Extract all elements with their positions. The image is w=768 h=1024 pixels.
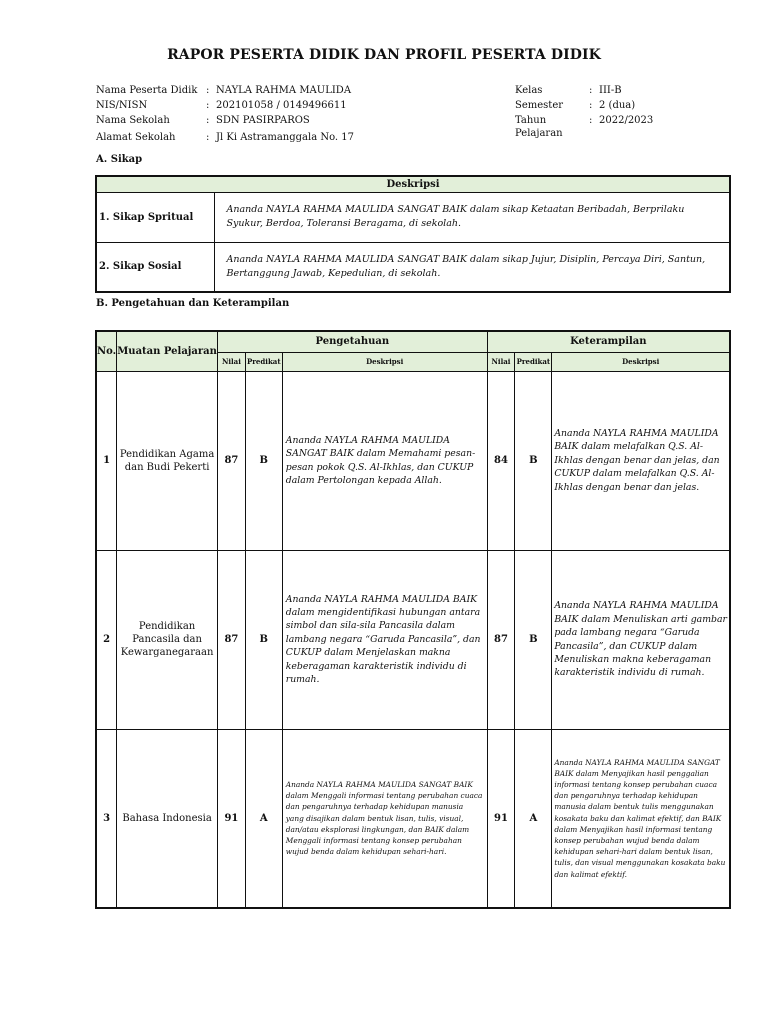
- skill-description: Ananda NAYLA RAHMA MAULIDA BAIK dalam Menuliskan arti gambar pada lambang negara “Garuda Pancasila”, dan CUKUP dalam Menuliskan makna keberagaman karakteristik individu di rumah.: [552, 550, 730, 729]
- info-label: NIS/NISN: [96, 100, 148, 111]
- col-k-description: Deskripsi: [282, 352, 487, 371]
- info-label: Kelas: [515, 85, 543, 96]
- student-info-right: [515, 83, 653, 140]
- info-value: Jl Ki Astramanggala No. 17: [216, 132, 355, 143]
- col-s-predicate: Predikat: [515, 352, 552, 371]
- table-row: [96, 729, 730, 908]
- skill-score: 87: [487, 550, 515, 729]
- table-row: [96, 192, 730, 242]
- knowledge-score: 87: [218, 550, 246, 729]
- info-value: SDN PASIRPAROS: [216, 115, 310, 126]
- info-row-year: [515, 113, 653, 140]
- info-label: Nama Peserta Didik: [96, 85, 198, 96]
- table-row: [96, 242, 730, 292]
- col-s-score: Nilai: [487, 352, 515, 371]
- skill-description: Ananda NAYLA RAHMA MAULIDA SANGAT BAIK dalam Menyajikan hasil penggalian informasi tentang konsep perubahan cuaca dan pengaruhnya terhadap kehidupan manusia dalam bentuk tulis menggunakan kosakata baku dan kalimat efektif, dan BAIK dalam Menyajikan hasil informasi tentang konsep perubahan wujud benda dalam kehidupan sehari-hari dalam bentuk lisan, tulis, dan visual menggunakan kosakata baku dan kalimat efektif.: [552, 729, 730, 908]
- skill-score: 84: [487, 371, 515, 550]
- col-s-description: Deskripsi: [552, 352, 730, 371]
- knowledge-predicate: A: [245, 729, 282, 908]
- info-label: Alamat Sekolah: [96, 132, 176, 143]
- skill-description: Ananda NAYLA RAHMA MAULIDA BAIK dalam melafalkan Q.S. Al-Ikhlas dengan benar dan jelas, dan CUKUP dalam melafalkan Q.S. Al-Ikhlas dengan benar dan jelas.: [552, 371, 730, 550]
- skill-predicate: A: [515, 729, 552, 908]
- knowledge-score: 87: [218, 371, 246, 550]
- col-no: No.: [96, 331, 117, 371]
- info-row-school: [96, 113, 354, 128]
- row-number: 1: [96, 371, 117, 550]
- info-label: Nama Sekolah: [96, 115, 170, 126]
- table-row: [96, 371, 730, 550]
- info-sep: :: [206, 85, 210, 96]
- info-sep: :: [589, 115, 593, 126]
- skill-score: 91: [487, 729, 515, 908]
- skill-predicate: B: [515, 550, 552, 729]
- info-sep: :: [206, 115, 210, 126]
- subject-name: Pendidikan Agama dan Budi Pekerti: [117, 371, 218, 550]
- info-sep: :: [589, 85, 593, 96]
- page-title: RAPOR PESERTA DIDIK DAN PROFIL PESERTA DIDIK: [167, 47, 601, 63]
- info-value: 2 (dua): [599, 100, 636, 111]
- info-value: 202101058 / 0149496611: [216, 100, 347, 111]
- info-value: 2022/2023: [599, 115, 654, 126]
- knowledge-score: 91: [218, 729, 246, 908]
- knowledge-description: Ananda NAYLA RAHMA MAULIDA BAIK dalam mengidentifikasi hubungan antara simbol dan sila-sila Pancasila dalam lambang negara “Garuda Pancasila”, dan CUKUP dalam Menjelaskan makna keberagaman karakteristik individu di rumah.: [282, 550, 487, 729]
- info-sep: :: [206, 100, 210, 111]
- info-row-semester: [515, 98, 653, 113]
- info-value: NAYLA RAHMA MAULIDA: [216, 85, 352, 96]
- attitude-label: 2. Sikap Sosial: [96, 242, 214, 292]
- info-row-nis: [96, 98, 354, 113]
- attitude-label: 1. Sikap Spritual: [96, 192, 214, 242]
- info-value: III-B: [599, 85, 622, 96]
- attitude-table: [95, 175, 731, 293]
- col-k-score: Nilai: [218, 352, 246, 371]
- skill-predicate: B: [515, 371, 552, 550]
- row-number: 3: [96, 729, 117, 908]
- subject-name: Bahasa Indonesia: [117, 729, 218, 908]
- col-knowledge: Pengetahuan: [218, 331, 488, 352]
- info-row-class: [515, 83, 653, 98]
- subject-name: Pendidikan Pancasila dan Kewarganegaraan: [117, 550, 218, 729]
- attitude-header: Deskripsi: [96, 176, 730, 192]
- row-number: 2: [96, 550, 117, 729]
- grades-table: [95, 330, 731, 909]
- knowledge-predicate: B: [245, 371, 282, 550]
- col-subject: Muatan Pelajaran: [117, 331, 218, 371]
- attitude-description: Ananda NAYLA RAHMA MAULIDA SANGAT BAIK dalam sikap Ketaatan Beribadah, Berprilaku Syukur, Berdoa, Toleransi Beragama, di sekolah.: [214, 192, 730, 242]
- info-label: Semester: [515, 100, 564, 111]
- info-sep: :: [206, 132, 210, 143]
- knowledge-predicate: B: [245, 550, 282, 729]
- section-b-heading: B. Pengetahuan dan Keterampilan: [96, 298, 290, 309]
- knowledge-description: Ananda NAYLA RAHMA MAULIDA SANGAT BAIK dalam Menggali informasi tentang perubahan cuaca dan pengaruhnya terhadap kehidupan manusia yang disajikan dalam bentuk lisan, tulis, visual, dan/atau eksplorasi lingkungan, dan BAIK dalam Menggali informasi tentang konsep perubahan wujud benda dalam kehidupan sehari-hari.: [282, 729, 487, 908]
- info-row-address: [96, 130, 354, 145]
- info-sep: :: [589, 100, 593, 111]
- student-info-left: [96, 83, 354, 145]
- info-row-name: [96, 83, 354, 98]
- attitude-description: Ananda NAYLA RAHMA MAULIDA SANGAT BAIK dalam sikap Jujur, Disiplin, Percaya Diri, Santun, Bertanggung Jawab, Kepedulian, di sekolah.: [214, 242, 730, 292]
- info-label: Tahun Pelajaran: [515, 115, 563, 139]
- col-k-predicate: Predikat: [245, 352, 282, 371]
- col-skills: Keterampilan: [487, 331, 730, 352]
- knowledge-description: Ananda NAYLA RAHMA MAULIDA SANGAT BAIK dalam Memahami pesan-pesan pokok Q.S. Al-Ikhlas, dan CUKUP dalam Pertolongan kepada Allah.: [282, 371, 487, 550]
- table-row: [96, 550, 730, 729]
- section-a-heading: A. Sikap: [96, 154, 143, 165]
